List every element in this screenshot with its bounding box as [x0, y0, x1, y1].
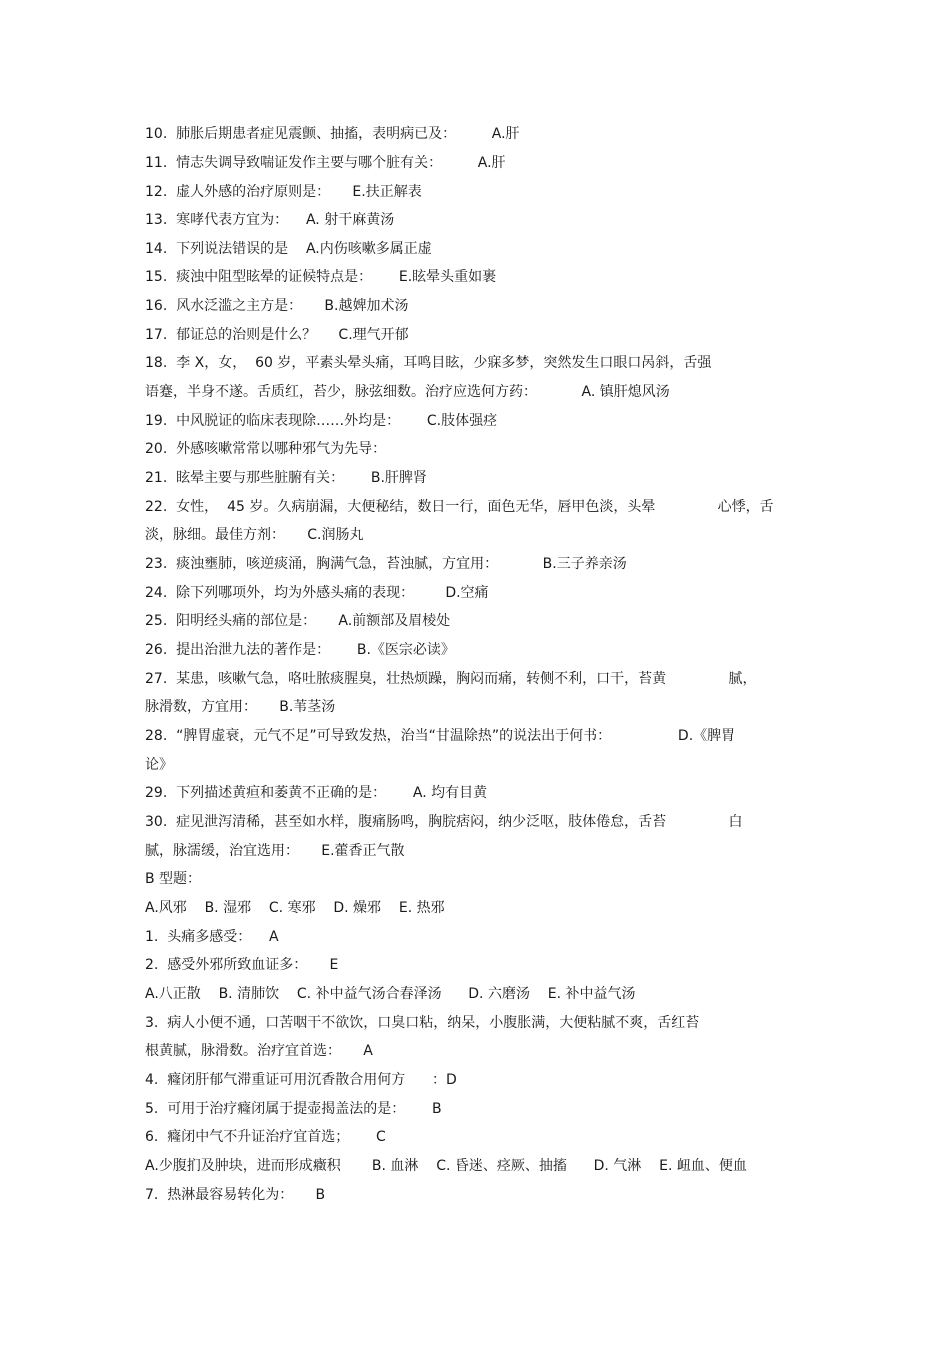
b-question-2: 2. 感受外邪所致血证多： E — [145, 957, 339, 973]
b-options-group-2: A.八正散 B. 清肺饮 C. 补中益气汤合春泽汤 D. 六磨汤 E. 补中益气汤 — [145, 986, 636, 1002]
question-22-line-2: 淡，脉细。最佳方剂： C.润肠丸 — [145, 527, 364, 543]
b-question-3-line-2: 根黄腻，脉滑数。治疗宜首选： A — [145, 1043, 373, 1059]
question-27-line-2: 脉滑数，方宜用： B.苇茎汤 — [145, 699, 336, 715]
b-question-4: 4. 癃闭肝郁气滞重证可用沉香散合用何方 ：D — [145, 1072, 457, 1088]
question-20: 20. 外感咳嗽常常以哪种邪气为先导： — [145, 441, 387, 457]
b-options-group-1: A.风邪 B. 湿邪 C. 寒邪 D. 燥邪 E. 热邪 — [145, 900, 445, 916]
question-10: 10. 肺胀后期患者症见震颤、抽搐，表明病已及： A.肝 — [145, 126, 520, 142]
question-28-line-2: 论》 — [145, 757, 173, 773]
question-29: 29. 下列描述黄疸和萎黄不正确的是： A. 均有目黄 — [145, 785, 488, 801]
question-30-line-1: 30. 症见泄泻清稀，甚至如水样，腹痛肠鸣，胸脘痞闷，纳少泛呕，肢体倦怠，舌苔 白 — [145, 814, 743, 830]
question-28-line-1: 28. “脾胃虚衰，元气不足”可导致发热，治当“甘温除热”的说法出于何书： D.《脾胃 — [145, 728, 736, 744]
question-13: 13. 寒哮代表方宜为： A. 射干麻黄汤 — [145, 212, 395, 228]
section-b-heading: B 型题： — [145, 871, 202, 887]
question-25: 25. 阳明经头痛的部位是： A.前额部及眉棱处 — [145, 613, 451, 629]
b-question-1: 1. 头痛多感受： A — [145, 929, 279, 945]
b-question-5: 5. 可用于治疗癃闭属于提壶揭盖法的是： B — [145, 1101, 442, 1117]
b-question-7: 7. 热淋最容易转化为： B — [145, 1187, 326, 1203]
question-23: 23. 痰浊壅肺，咳逆痰涌，胸满气急，苔浊腻，方宜用： B.三子养亲汤 — [145, 556, 627, 572]
question-24: 24. 除下列哪项外，均为外感头痛的表现： D.空痛 — [145, 585, 489, 601]
question-26: 26. 提出治泄九法的著作是： B.《医宗必读》 — [145, 642, 455, 658]
question-22-line-1: 22. 女性， 45 岁。久病崩漏，大便秘结，数日一行，面色无华，唇甲色淡，头晕 心悸，舌 — [145, 499, 774, 515]
question-27-line-1: 27. 某患，咳嗽气急，咯吐脓痰腥臭，壮热烦躁，胸闷而痛，转侧不利，口干，苔黄 腻， — [145, 671, 757, 687]
question-16: 16. 风水泛滥之主方是： B.越婢加术汤 — [145, 298, 409, 314]
question-18-line-2: 语蹇，半身不遂。舌质红，苔少，脉弦细数。治疗应选何方药： A. 镇肝熄风汤 — [145, 384, 670, 400]
b-options-group-3: A.少腹扪及肿块，进而形成癥积 B. 血淋 C. 昏迷、痉厥、抽搐 D. 气淋 E. 衄血、便血 — [145, 1158, 747, 1174]
question-12: 12. 虚人外感的治疗原则是： E.扶正解表 — [145, 184, 422, 200]
question-19: 19. 中风脱证的临床表现除……外均是： C.肢体强痉 — [145, 413, 498, 429]
question-11: 11. 情志失调导致喘证发作主要与哪个脏有关： A.肝 — [145, 155, 506, 171]
b-question-3-line-1: 3. 病人小便不通，口苦咽干不欲饮，口臭口粘，纳呆，小腹胀满，大便粘腻不爽，舌红苔 — [145, 1015, 700, 1031]
question-17: 17. 郁证总的治则是什么？ C.理气开郁 — [145, 327, 409, 343]
question-18-line-1: 18. 李 X，女， 60 岁，平素头晕头痛，耳鸣目眩，少寐多梦，突然发生口眼口呙斜，舌强 — [145, 355, 712, 371]
b-question-6: 6. 癃闭中气不升证治疗宜首选； C — [145, 1129, 386, 1145]
question-14: 14. 下列说法错误的是 A.内伤咳嗽多属正虚 — [145, 241, 432, 257]
question-15: 15. 痰浊中阻型眩晕的证候特点是： E.眩晕头重如裹 — [145, 269, 497, 285]
question-30-line-2: 腻，脉濡缓，治宜选用： E.藿香正气散 — [145, 843, 405, 859]
question-21: 21. 眩晕主要与那些脏腑有关： B.肝脾肾 — [145, 470, 427, 486]
